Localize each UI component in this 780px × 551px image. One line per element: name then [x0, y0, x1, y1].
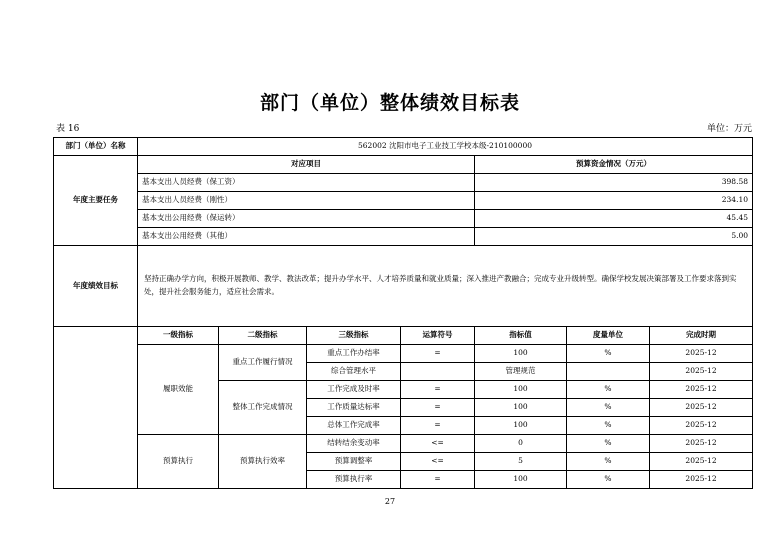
indicator-header-row [54, 327, 753, 345]
indicator-name: 重点工作办结率 [307, 345, 401, 363]
indicator-unit [567, 363, 650, 381]
indicator-op: <= [401, 453, 475, 471]
indicator-date: 2025-12 [650, 381, 753, 399]
table-row [54, 435, 753, 453]
indicator-date: 2025-12 [650, 453, 753, 471]
indicator-op: = [401, 417, 475, 435]
task-name: 基本支出公用经费（保运转） [138, 210, 475, 228]
indicator-date: 2025-12 [650, 399, 753, 417]
indicator-value: 5 [475, 453, 567, 471]
indicator-name: 综合管理水平 [307, 363, 401, 381]
ind-header: 一级指标 [138, 327, 219, 345]
indicator-value: 100 [475, 345, 567, 363]
dept-value: 562002 沈阳市电子工业技工学校本级-210100000 [138, 138, 753, 156]
indicator-value: 100 [475, 471, 567, 489]
indicator-value: 100 [475, 381, 567, 399]
indicator-date: 2025-12 [650, 363, 753, 381]
level2-cell: 重点工作履行情况 [219, 345, 307, 381]
table-row [54, 210, 753, 228]
performance-table [53, 137, 753, 489]
indicator-date: 2025-12 [650, 417, 753, 435]
indicator-name: 结转结余变动率 [307, 435, 401, 453]
indicator-name: 预算调整率 [307, 453, 401, 471]
table-row [54, 192, 753, 210]
goal-text: 坚持正确办学方向，积极开展教师、教学、教法改革；提升办学水平、人才培养质量和就业质量；深入推进产教融合；完成专业升级转型。确保学校发展决策部署及工作要求落到实处，提升社会服务能力，适应社会需求。 [138, 246, 753, 327]
indicator-name: 总体工作完成率 [307, 417, 401, 435]
dept-label: 部门（单位）名称 [54, 138, 138, 156]
indicator-unit: % [567, 417, 650, 435]
task-header-item: 对应项目 [138, 156, 475, 174]
task-amount: 234.10 [475, 192, 753, 210]
indicator-date: 2025-12 [650, 345, 753, 363]
ind-header: 运算符号 [401, 327, 475, 345]
unit-label: 单位：万元 [706, 124, 752, 134]
ind-header: 完成时期 [650, 327, 753, 345]
indicator-value: 100 [475, 417, 567, 435]
indicator-op: = [401, 471, 475, 489]
dept-row [54, 138, 753, 156]
indicator-blank-cell [54, 327, 138, 489]
indicator-unit: % [567, 399, 650, 417]
indicator-unit: % [567, 345, 650, 363]
indicator-op: <= [401, 435, 475, 453]
page-title: 部门（单位）整体绩效目标表 [259, 92, 520, 114]
task-name: 基本支出人员经费（刚性） [138, 192, 475, 210]
goal-label: 年度绩效目标 [54, 246, 138, 327]
indicator-date: 2025-12 [650, 435, 753, 453]
table-row [54, 345, 753, 363]
task-header-row [54, 156, 753, 174]
level1-cell: 预算执行 [138, 435, 219, 489]
task-amount: 398.58 [475, 174, 753, 192]
indicator-unit: % [567, 471, 650, 489]
task-amount: 5.00 [475, 228, 753, 246]
indicator-value: 0 [475, 435, 567, 453]
indicator-unit: % [567, 435, 650, 453]
ind-header: 指标值 [475, 327, 567, 345]
ind-header: 二级指标 [219, 327, 307, 345]
indicator-value: 100 [475, 399, 567, 417]
table-number: 表 16 [56, 124, 80, 134]
ind-header: 三级指标 [307, 327, 401, 345]
indicator-op: = [401, 345, 475, 363]
table-row [54, 174, 753, 192]
indicator-op [401, 363, 475, 381]
goal-row [54, 246, 753, 327]
table-row [54, 228, 753, 246]
task-name: 基本支出人员经费（保工资） [138, 174, 475, 192]
indicator-name: 预算执行率 [307, 471, 401, 489]
indicator-unit: % [567, 453, 650, 471]
level2-cell: 预算执行效率 [219, 435, 307, 489]
task-amount: 45.45 [475, 210, 753, 228]
level1-cell: 履职效能 [138, 345, 219, 435]
indicator-date: 2025-12 [650, 471, 753, 489]
indicator-value: 管理规范 [475, 363, 567, 381]
indicator-unit: % [567, 381, 650, 399]
task-name: 基本支出公用经费（其他） [138, 228, 475, 246]
indicator-op: = [401, 399, 475, 417]
level2-cell: 整体工作完成情况 [219, 381, 307, 435]
indicator-op: = [401, 381, 475, 399]
ind-header: 度量单位 [567, 327, 650, 345]
indicator-name: 工作完成及时率 [307, 381, 401, 399]
indicator-name: 工作质量达标率 [307, 399, 401, 417]
task-header-budget: 预算资金情况（万元） [475, 156, 753, 174]
page-number: 27 [384, 497, 396, 506]
annual-task-label: 年度主要任务 [54, 156, 138, 246]
